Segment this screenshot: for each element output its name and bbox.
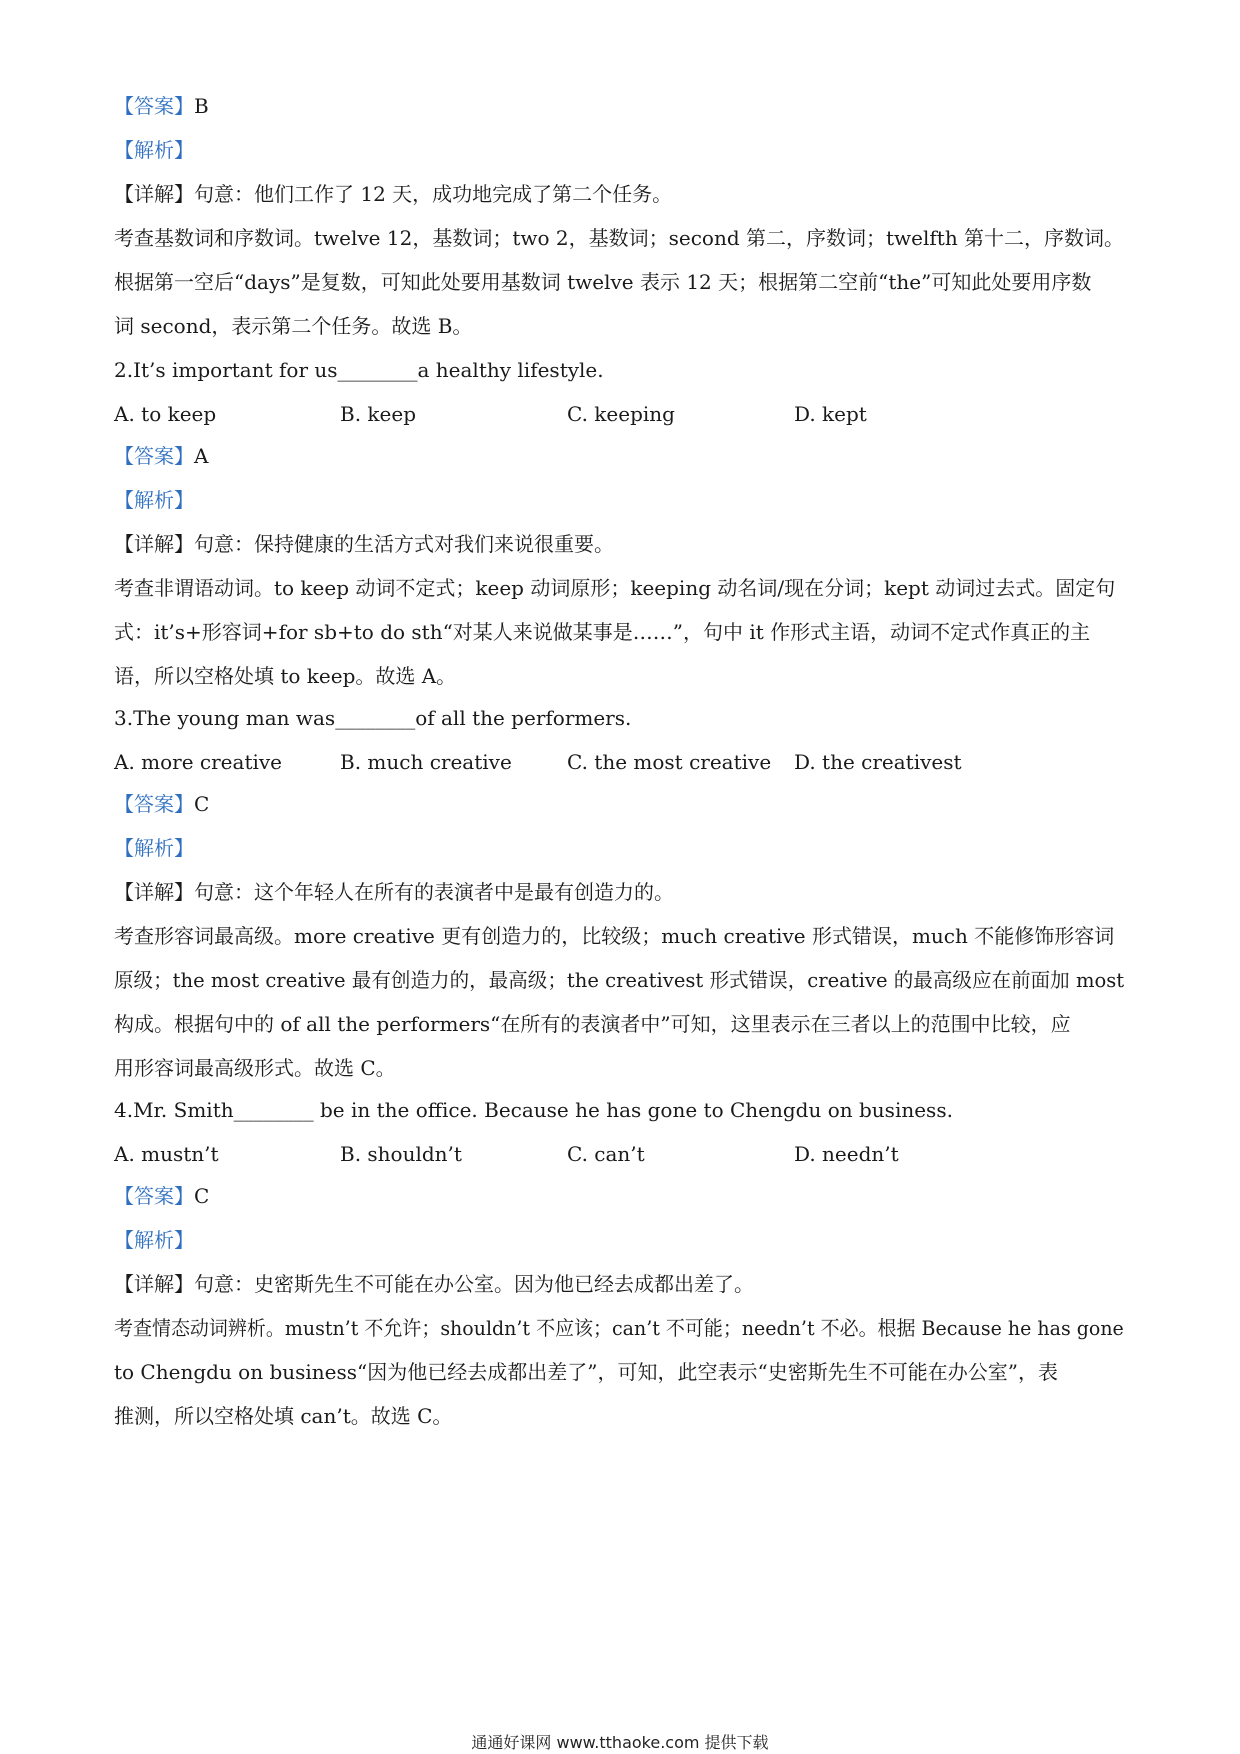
q3-option-c: C. the most creative	[567, 750, 772, 774]
q1-explanation-2: 根据第一空后“days”是复数，可知此处要用基数词 twelve 表示 12 天；根据第二空前“the”可知此处要用序数	[114, 270, 1092, 294]
q2-detail: 句意：保持健康的生活方式对我们来说很重要。	[194, 532, 614, 556]
q1-answer-line	[114, 92, 209, 120]
q3-answer-line	[114, 790, 209, 818]
detail-label: 【详解】	[114, 182, 194, 206]
q3-explanation-4: 用形容词最高级形式。故选 C。	[114, 1056, 396, 1080]
q4-analysis-line	[114, 1226, 194, 1254]
q1-detail: 句意：他们工作了 12 天，成功地完成了第二个任务。	[194, 182, 673, 206]
q2-option-b: B. keep	[340, 402, 417, 426]
q4-detail-line	[114, 1270, 754, 1298]
q1-explanation-1: 考查基数词和序数词。twelve 12，基数词；two 2，基数词；second 第二，序数词；twelfth 第十二，序数词。	[114, 226, 1125, 250]
q3-option-b: B. much creative	[340, 750, 512, 774]
q1-explanation-3: 词 second，表示第二个任务。故选 B。	[114, 314, 473, 338]
analysis-label: 【解析】	[114, 138, 194, 162]
analysis-label: 【解析】	[114, 836, 194, 860]
q2-question: 2.It’s important for us________a healthy lifestyle.	[114, 358, 604, 382]
analysis-label: 【解析】	[114, 488, 194, 512]
q4-explanation-3: 推测，所以空格处填 can’t。故选 C。	[114, 1404, 453, 1428]
q2-answer-line	[114, 442, 208, 470]
q3-explanation-1: 考查形容词最高级。more creative 更有创造力的，比较级；much creative 形式错误，much 不能修饰形容词	[114, 924, 1115, 948]
q4-option-d: D. needn’t	[794, 1142, 899, 1166]
q2-detail-line	[114, 530, 614, 558]
page-footer: 通通好课网 www.tthaoke.com 提供下载	[471, 1733, 769, 1752]
answer-label: 【答案】	[114, 444, 194, 468]
q1-detail-line	[114, 180, 672, 208]
analysis-label: 【解析】	[114, 1228, 194, 1252]
q4-answer: C	[194, 1184, 210, 1208]
q2-analysis-line	[114, 486, 194, 514]
q1-answer: B	[194, 94, 209, 118]
q3-detail: 句意：这个年轻人在所有的表演者中是最有创造力的。	[194, 880, 674, 904]
q4-detail: 句意：史密斯先生不可能在办公室。因为他已经去成都出差了。	[194, 1272, 754, 1296]
detail-label: 【详解】	[114, 532, 194, 556]
q2-option-a: A. to keep	[114, 402, 217, 426]
detail-label: 【详解】	[114, 1272, 194, 1296]
q2-option-c: C. keeping	[567, 402, 675, 426]
detail-label: 【详解】	[114, 880, 194, 904]
answer-label: 【答案】	[114, 792, 194, 816]
q2-explanation-2: 式：it’s+形容词+for sb+to do sth“对某人来说做某事是……”，句中 it 作形式主语，动词不定式作真正的主	[114, 620, 1091, 644]
q3-detail-line	[114, 878, 674, 906]
q3-explanation-3: 构成。根据句中的 of all the performers“在所有的表演者中”可知，这里表示在三者以上的范围中比较，应	[114, 1012, 1071, 1036]
q2-option-d: D. kept	[794, 402, 867, 426]
q2-explanation-1: 考查非谓语动词。to keep 动词不定式；keep 动词原形；keeping 动名词/现在分词；kept 动词过去式。固定句	[114, 576, 1116, 600]
q4-explanation-1: 考查情态动词辨析。mustn’t 不允许；shouldn’t 不应该；can’t 不可能；needn’t 不必。根据 Because he has gone	[114, 1316, 1124, 1340]
q3-option-a: A. more creative	[114, 750, 283, 774]
answer-label: 【答案】	[114, 1184, 194, 1208]
q2-answer: A	[194, 444, 209, 468]
q4-answer-line	[114, 1182, 209, 1210]
q4-explanation-2: to Chengdu on business“因为他已经去成都出差了”，可知，此空表示“史密斯先生不可能在办公室”，表	[114, 1360, 1058, 1384]
answer-label: 【答案】	[114, 94, 194, 118]
q2-explanation-3: 语，所以空格处填 to keep。故选 A。	[114, 664, 457, 688]
q3-option-d: D. the creativest	[794, 750, 962, 774]
q3-question: 3.The young man was________of all the performers.	[114, 706, 632, 730]
q3-explanation-2: 原级；the most creative 最有创造力的，最高级；the creativest 形式错误，creative 的最高级应在前面加 most	[114, 968, 1125, 992]
q4-option-a: A. mustn’t	[114, 1142, 219, 1166]
q4-question: 4.Mr. Smith________ be in the office. Because he has gone to Chengdu on business.	[114, 1098, 953, 1122]
q4-option-c: C. can’t	[567, 1142, 645, 1166]
q3-answer: C	[194, 792, 210, 816]
q3-analysis-line	[114, 834, 194, 862]
q4-option-b: B. shouldn’t	[340, 1142, 462, 1166]
q1-analysis-line	[114, 136, 194, 164]
